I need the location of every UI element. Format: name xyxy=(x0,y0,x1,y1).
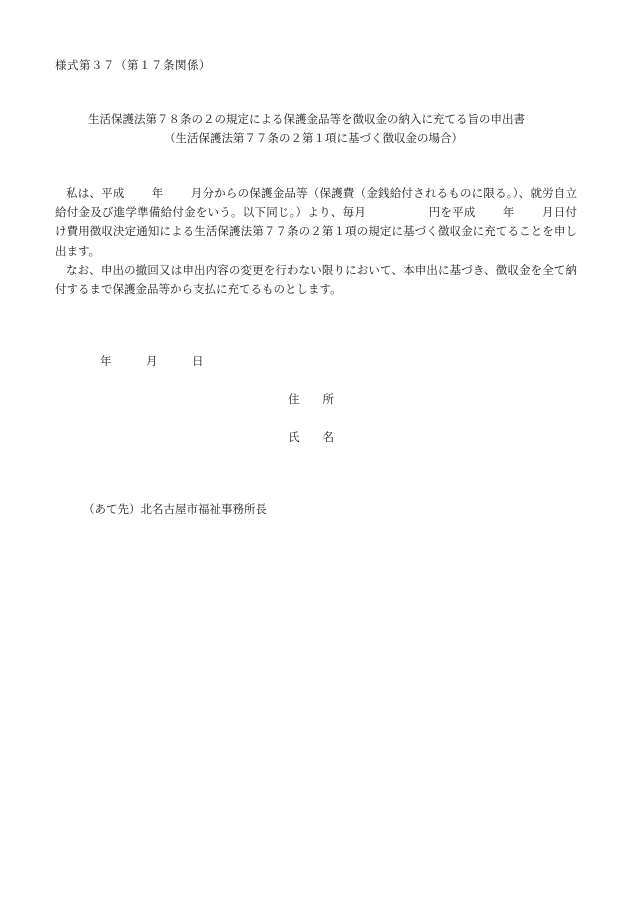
address-label: 住 所 xyxy=(288,392,334,406)
date-line: 年 月 日 xyxy=(100,354,204,368)
request-paragraph: 私は、平成 年 月分からの保護金品等（保護費（金銭給付されるものに限る。）、就労自立給付金及び進学準備給付金をいう。以下同じ。）より、毎月 円を平成 年 月日付け費用徴収決定通知による生活保護法第７７条の２第１項の規定に基づく徴収金に充てることを申し出ます。 xyxy=(55,186,577,258)
addressee: （あて先）北名古屋市福祉事務所長 xyxy=(83,502,267,516)
title-main: 生活保護法第７８条の２の規定による保護金品等を徴収金の納入に充てる旨の申出書 xyxy=(88,112,525,126)
title-subtitle: （生活保護法第７７条の２第１項に基づく徴収金の場合） xyxy=(164,131,463,145)
condition-paragraph: なお、申出の撤回又は申出内容の変更を行わない限りにおいて、本申出に基づき、徴収金を全て納付するまで保護金品等から支払に充てるものとします。 xyxy=(55,262,577,297)
form-number: 様式第３７（第１７条関係） xyxy=(55,58,211,72)
name-label: 氏 名 xyxy=(288,430,334,444)
body-text xyxy=(55,184,577,299)
